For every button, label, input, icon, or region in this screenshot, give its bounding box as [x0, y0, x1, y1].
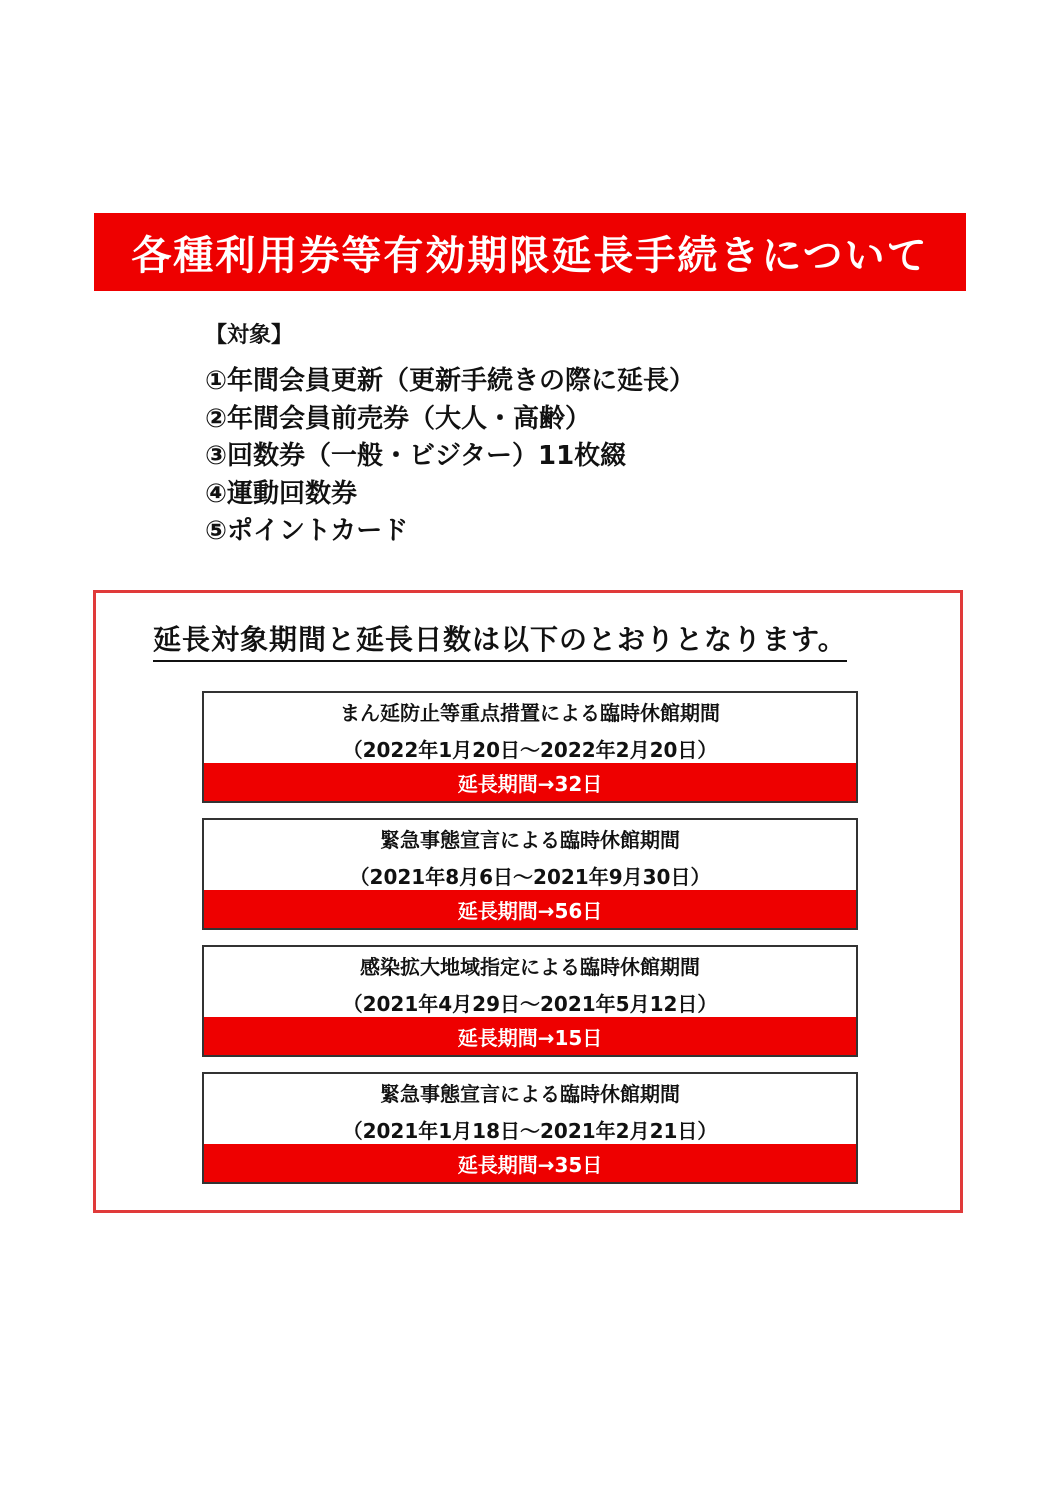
- closure-reason: 緊急事態宣言による臨時休館期間: [380, 828, 680, 852]
- extension-heading-wrap: [153, 618, 908, 662]
- target-item-exercise-coupon: ④運動回数券: [205, 478, 358, 509]
- closure-card: [202, 691, 858, 803]
- extension-heading: 延長対象期間と延長日数は以下のとおりとなります。: [153, 618, 847, 662]
- closure-reason: 緊急事態宣言による臨時休館期間: [380, 1082, 680, 1106]
- closure-list: [202, 691, 858, 1199]
- closure-dates: （2021年8月6日～2021年9月30日）: [349, 865, 711, 889]
- title-banner: [94, 213, 966, 291]
- target-list: [205, 363, 805, 551]
- target-item-coupon-ticket: ③回数券（一般・ビジター）11枚綴: [205, 441, 627, 471]
- closure-extension-bar: 延長期間→56日: [204, 890, 856, 928]
- closure-dates: （2021年4月29日～2021年5月12日）: [342, 992, 718, 1016]
- closure-dates: （2022年1月20日～2022年2月20日）: [342, 738, 718, 762]
- closure-card: [202, 1072, 858, 1184]
- page-title: 各種利用券等有効期限延長手続きについて: [131, 232, 929, 279]
- closure-card: [202, 945, 858, 1057]
- closure-extension-bar: 延長期間→15日: [204, 1017, 856, 1055]
- target-item-annual-advance-ticket: ②年間会員前売券（大人・高齢）: [205, 403, 592, 434]
- closure-extension-bar: 延長期間→35日: [204, 1144, 856, 1182]
- closure-reason: 感染拡大地域指定による臨時休館期間: [360, 955, 700, 979]
- closure-dates: （2021年1月18日～2021年2月21日）: [342, 1119, 718, 1143]
- target-section: [205, 318, 805, 551]
- closure-card: [202, 818, 858, 930]
- target-heading: 【対象】: [205, 323, 294, 348]
- target-item-annual-renewal: ①年間会員更新（更新手続きの際に延長）: [205, 366, 696, 396]
- target-item-point-card: ⑤ポイントカード: [205, 516, 409, 546]
- closure-reason: まん延防止等重点措置による臨時休館期間: [340, 701, 720, 725]
- closure-extension-bar: 延長期間→32日: [204, 763, 856, 801]
